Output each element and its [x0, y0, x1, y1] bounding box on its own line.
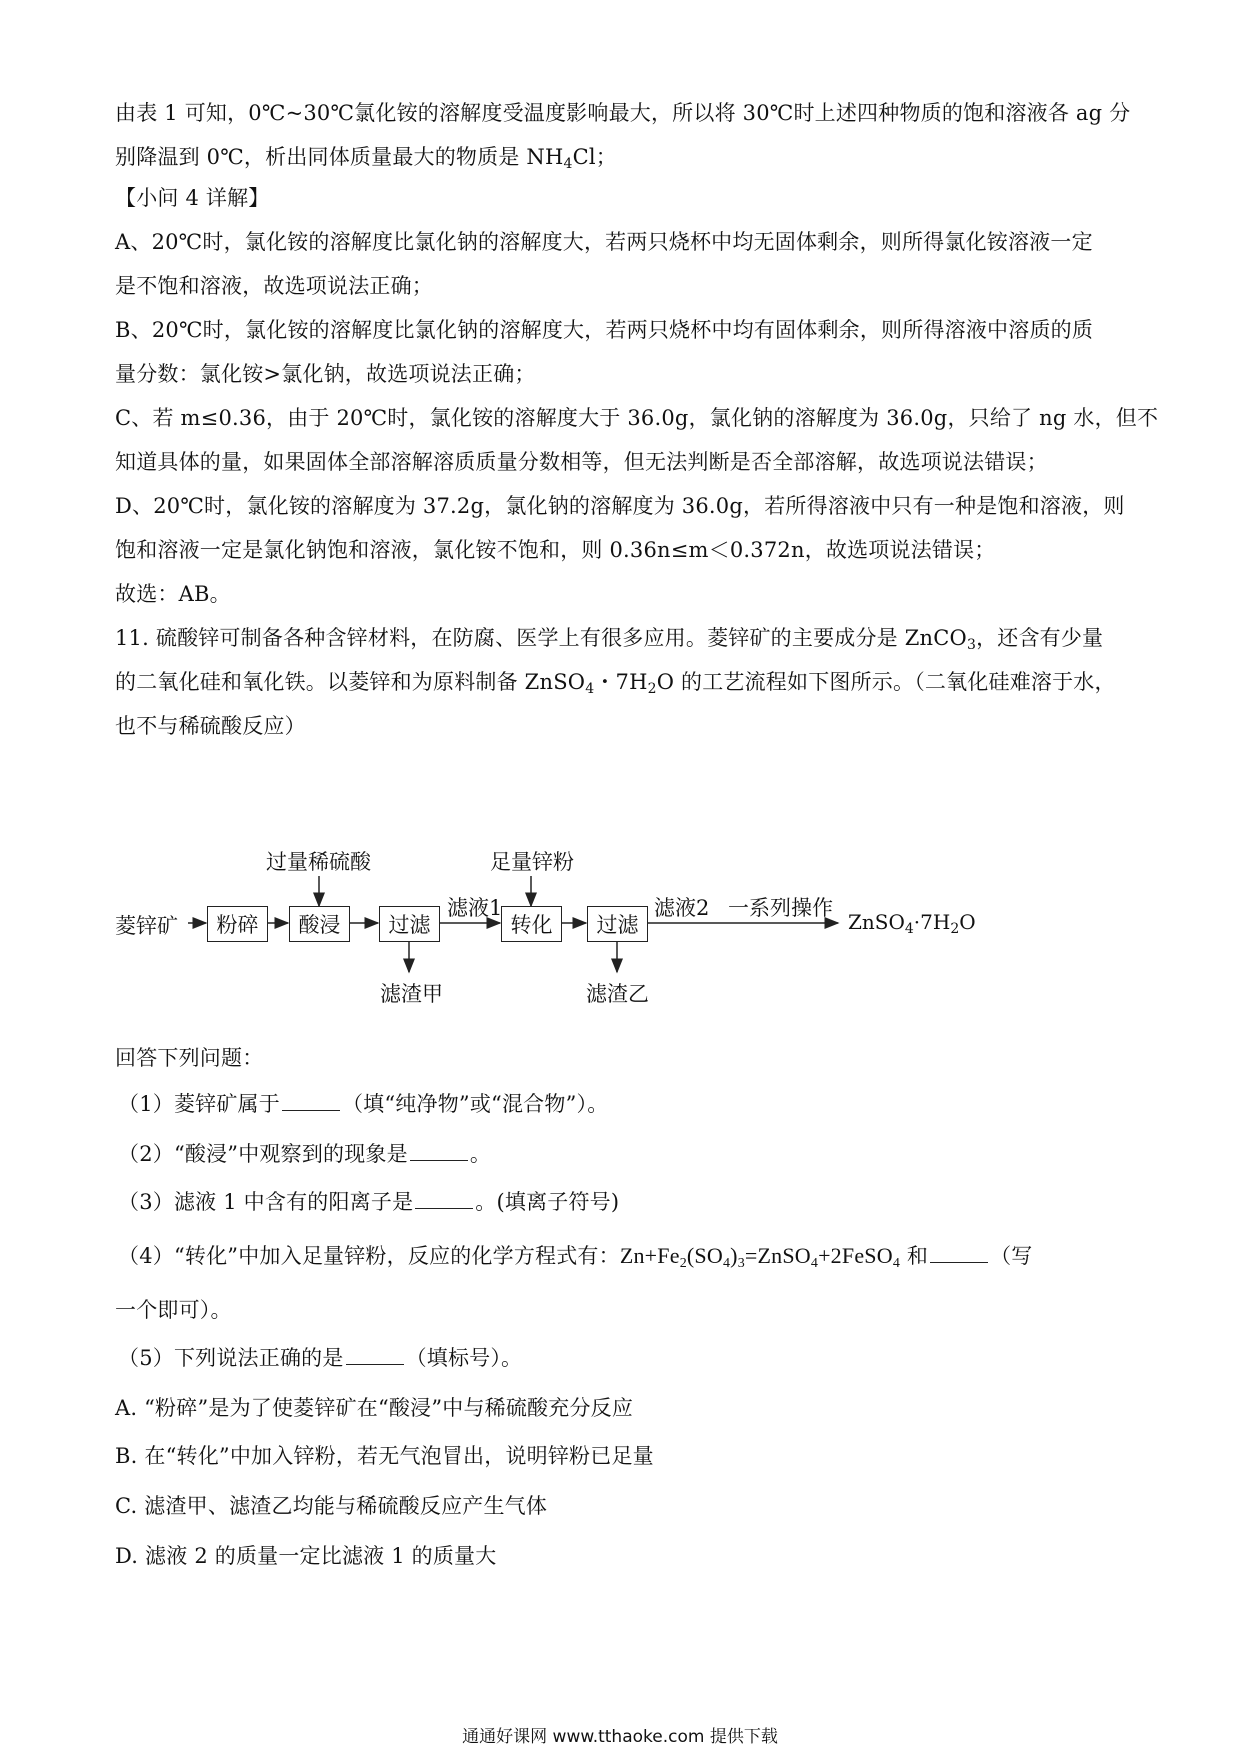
q11-line-1: 11. 硫酸锌可制备各种含锌材料，在防腐、医学上有很多应用。菱锌矿的主要成分是 ZnCO$_3$，还含有少量	[115, 626, 1104, 653]
question-3: （3）滤液 1 中含有的阳离子是 。(填离子符号)	[118, 1190, 620, 1214]
option-c-line-1: C、若 m≤0.36，由于 20℃时，氯化铵的溶解度大于 36.0g，氯化钠的溶解度为 36.0g，只给了 ng 水，但不	[115, 406, 1159, 430]
answer-blank-1[interactable]	[282, 1094, 340, 1111]
option-b-line-1: B、20℃时，氯化铵的溶解度比氯化钠的溶解度大，若两只烧杯中均有固体剩余，则所得溶液中溶质的质	[115, 318, 1094, 342]
flow-box-convert: 转化	[501, 906, 562, 942]
answer-blank-4[interactable]	[930, 1246, 988, 1263]
question-2: （2）“酸浸”中观察到的现象是 。	[118, 1142, 492, 1166]
residue-2-label: 滤渣乙	[586, 982, 649, 1006]
choice-c: C. 滤渣甲、滤渣乙均能与稀硫酸反应产生气体	[115, 1494, 548, 1518]
filtrate-1-label: 滤液1	[447, 896, 503, 920]
residue-1-label: 滤渣甲	[380, 982, 443, 1006]
product-label: $ZnSO_4\cdot 7H_2O$	[848, 910, 976, 937]
choice-b: B. 在“转化”中加入锌粉，若无气泡冒出，说明锌粉已足量	[115, 1444, 654, 1468]
flow-box-acid-leach: 酸浸	[289, 906, 350, 942]
answer-blank-3[interactable]	[415, 1192, 473, 1209]
reagent-acid-label: 过量稀硫酸	[266, 850, 371, 874]
solution-line-2: 别降温到 0℃，析出同体质量最大的物质是 $NH_4Cl$；	[115, 145, 617, 172]
section-header: 【小问 4 详解】	[115, 186, 270, 210]
answer-blank-2[interactable]	[410, 1144, 468, 1161]
flow-box-crush: 粉碎	[207, 906, 268, 942]
operation-label: 一系列操作	[728, 896, 833, 920]
question-4-line-2: 一个即可）。	[115, 1298, 232, 1322]
option-c-line-2: 知道具体的量，如果固体全部溶解溶质质量分数相等，但无法判断是否全部溶解，故选项说法错误；	[115, 450, 1048, 474]
choice-a: A. “粉碎”是为了使菱锌矿在“酸浸”中与稀硫酸充分反应	[115, 1396, 634, 1420]
choice-d: D. 滤液 2 的质量一定比滤液 1 的质量大	[115, 1544, 497, 1568]
reagent-zinc-label: 足量锌粉	[490, 850, 574, 874]
flow-start-label: 菱锌矿	[115, 914, 178, 938]
questions-intro: 回答下列问题：	[115, 1046, 264, 1070]
page-footer: 通通好课网 www.tthaoke.com 提供下载	[462, 1727, 778, 1747]
option-a-line-2: 是不饱和溶液，故选项说法正确；	[115, 274, 433, 298]
option-b-line-2: 量分数：氯化铵>氯化钠，故选项说法正确；	[115, 362, 536, 386]
filtrate-2-label: 滤液2	[654, 896, 710, 920]
answer-line: 故选：AB。	[115, 582, 231, 606]
option-a-line-1: A、20℃时，氯化铵的溶解度比氯化钠的溶解度大，若两只烧杯中均无固体剩余，则所得氯化铵溶液一定	[115, 230, 1093, 254]
option-d-line-2: 饱和溶液一定是氯化钠饱和溶液，氯化铵不饱和，则 0.36n≤m＜0.372n，故选项说法错误；	[115, 538, 996, 562]
question-1: （1）菱锌矿属于 （填“纯净物”或“混合物”）。	[118, 1092, 609, 1116]
q11-line-2: 的二氧化硅和氧化铁。以菱锌和为原料制备 ZnSO$_4$・$7H_2O$ 的工艺流程如下图所示。（二氧化硅难溶于水，	[115, 670, 1116, 697]
question-5: （5）下列说法正确的是 （填标号）。	[118, 1346, 523, 1370]
question-4: （4）“转化”中加入足量锌粉，反应的化学方程式有：$Zn+Fe_2(SO_4)_3=ZnSO_4+2FeSO_4$ 和 （写	[118, 1243, 1033, 1271]
answer-blank-5[interactable]	[346, 1348, 404, 1365]
q11-line-3: 也不与稀硫酸反应）	[115, 714, 306, 738]
equation: $Zn+Fe_2(SO_4)_3=ZnSO_4+2FeSO_4$	[619, 1243, 901, 1271]
flow-box-filter-1: 过滤	[379, 906, 440, 942]
solution-line-1: 由表 1 可知，0℃~30℃氯化铵的溶解度受温度影响最大，所以将 30℃时上述四种物质的饱和溶液各 ag 分	[115, 101, 1131, 125]
option-d-line-1: D、20℃时，氯化铵的溶解度为 37.2g，氯化钠的溶解度为 36.0g，若所得溶液中只有一种是饱和溶液，则	[115, 494, 1125, 518]
flow-box-filter-2: 过滤	[587, 906, 648, 942]
